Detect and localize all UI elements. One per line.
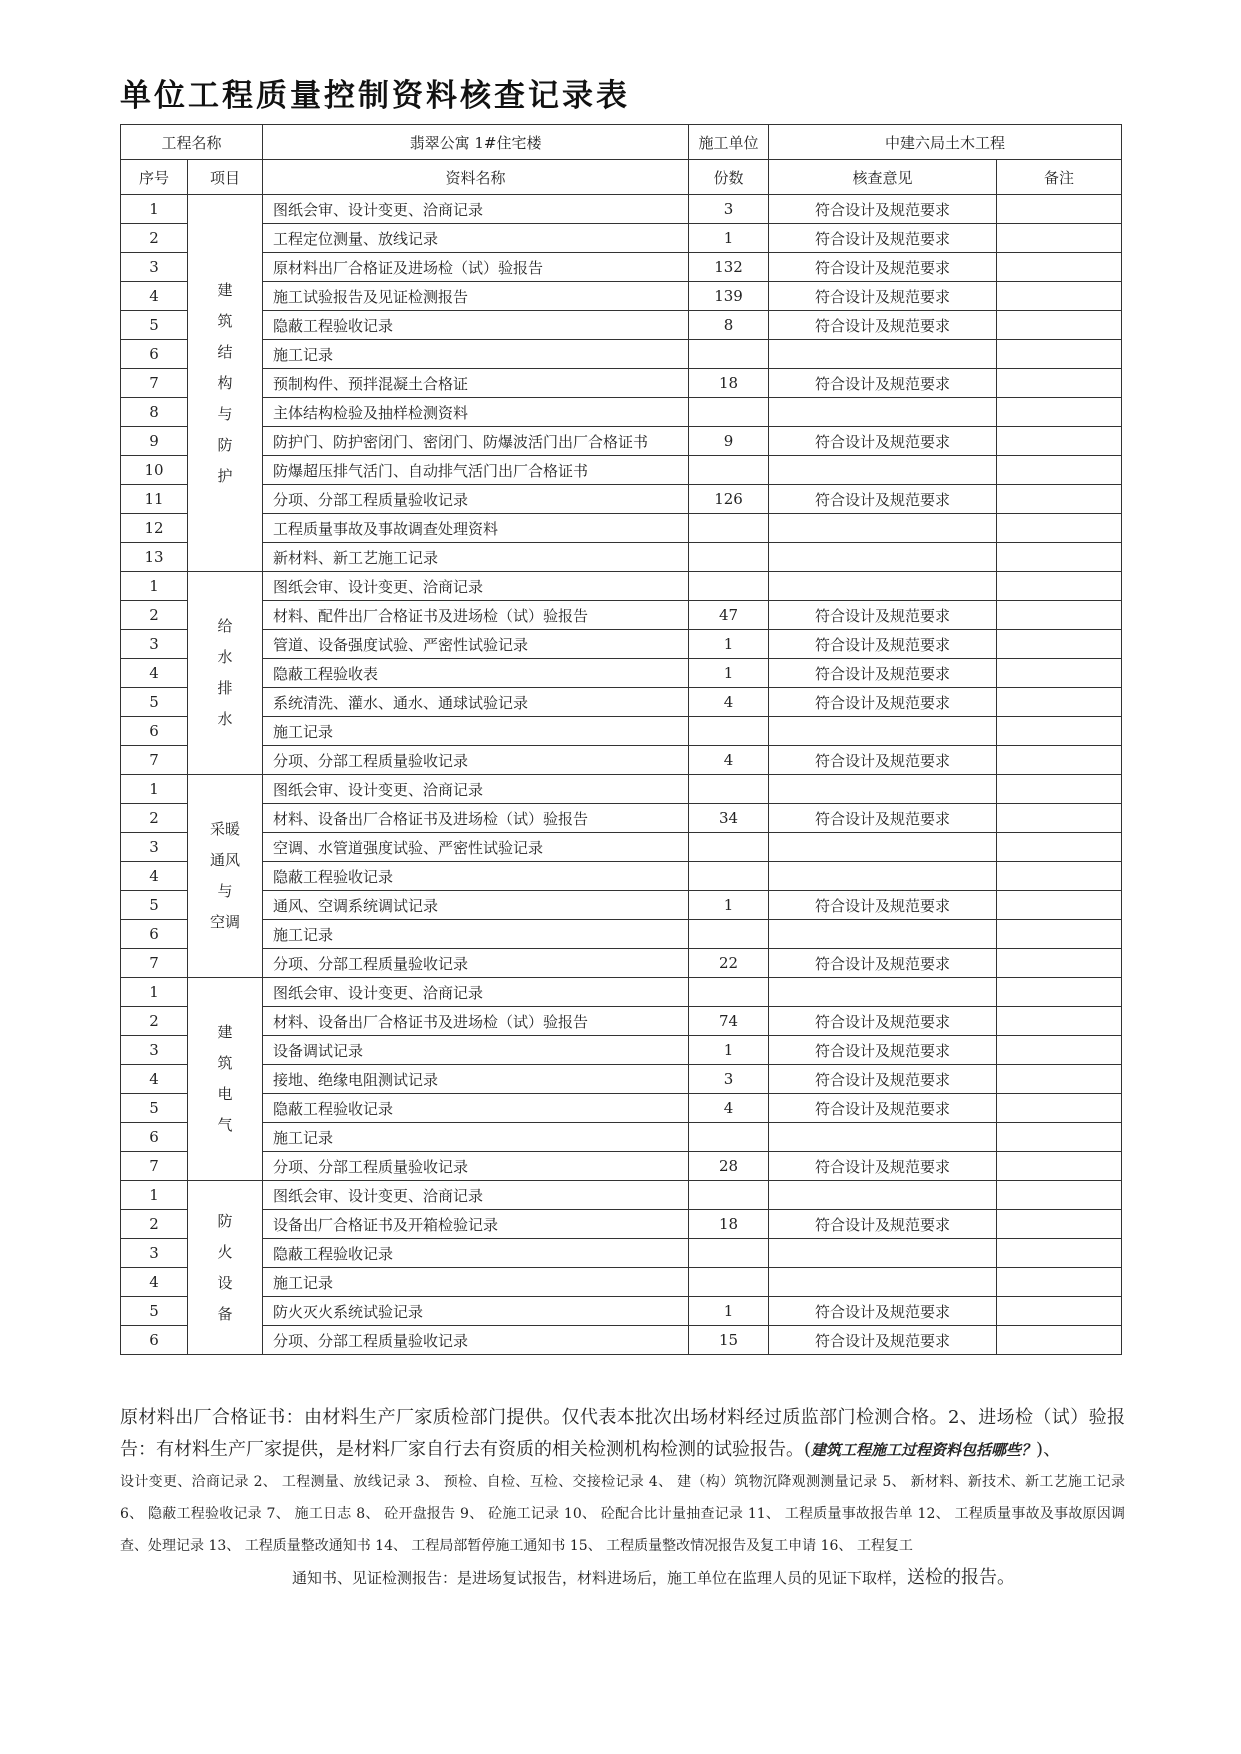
- row-number: 3: [121, 1036, 188, 1065]
- check-opinion: [769, 398, 997, 427]
- row-number: 5: [121, 688, 188, 717]
- document-name: 分项、分部工程质量验收记录: [263, 746, 689, 775]
- row-number: 4: [121, 659, 188, 688]
- check-opinion: [769, 833, 997, 862]
- remark: [997, 1123, 1122, 1152]
- remark: [997, 1297, 1122, 1326]
- table-row: [121, 1297, 1122, 1326]
- note-line-1-tail: )、: [1036, 1439, 1062, 1460]
- document-name: 图纸会审、设计变更、洽商记录: [263, 1181, 689, 1210]
- check-opinion: 符合设计及规范要求: [769, 1152, 997, 1181]
- table-row: [121, 1152, 1122, 1181]
- document-count: 4: [689, 746, 769, 775]
- row-number: 6: [121, 340, 188, 369]
- category-label: 结: [217, 342, 233, 361]
- check-opinion: [769, 1123, 997, 1152]
- document-count: 1: [689, 891, 769, 920]
- remark: [997, 1268, 1122, 1297]
- document-name: 分项、分部工程质量验收记录: [263, 1326, 689, 1355]
- remark: [997, 514, 1122, 543]
- remark: [997, 340, 1122, 369]
- category-label: 建: [217, 280, 233, 299]
- category-label: 通风: [210, 851, 241, 869]
- contractor-label: 施工单位: [689, 125, 769, 160]
- category-label: 水: [217, 710, 233, 728]
- table-row: [121, 195, 1122, 224]
- document-count: 3: [689, 195, 769, 224]
- table-row: [121, 398, 1122, 427]
- check-opinion: [769, 1181, 997, 1210]
- row-number: 3: [121, 253, 188, 282]
- row-number: 4: [121, 1268, 188, 1297]
- row-number: 7: [121, 746, 188, 775]
- row-number: 13: [121, 543, 188, 572]
- category-label: 水: [217, 648, 233, 666]
- category-label: 建: [217, 1023, 233, 1041]
- document-name: 图纸会审、设计变更、洽商记录: [263, 775, 689, 804]
- table-row: [121, 862, 1122, 891]
- remark: [997, 775, 1122, 804]
- table-row: [121, 920, 1122, 949]
- table-row: [121, 978, 1122, 1007]
- document-name: 隐蔽工程验收表: [263, 659, 689, 688]
- document-count: 1: [689, 1036, 769, 1065]
- remark: [997, 1036, 1122, 1065]
- document-name: 工程定位测量、放线记录: [263, 224, 689, 253]
- check-opinion: [769, 456, 997, 485]
- remark: [997, 659, 1122, 688]
- document-count: 1: [689, 659, 769, 688]
- table-row: [121, 224, 1122, 253]
- note-line-3-main: 通知书、见证检测报告：是进场复试报告，材料进场后，施工单位在监理人员的见证下取样，: [291, 1569, 907, 1587]
- remark: [997, 543, 1122, 572]
- table-row: [121, 514, 1122, 543]
- table-row: [121, 1239, 1122, 1268]
- check-opinion: 符合设计及规范要求: [769, 1036, 997, 1065]
- document-name: 空调、水管道强度试验、严密性试验记录: [263, 833, 689, 862]
- table-row: [121, 427, 1122, 456]
- table-row: [121, 456, 1122, 485]
- check-opinion: 符合设计及规范要求: [769, 311, 997, 340]
- category-label: 火: [217, 1242, 233, 1261]
- document-count: [689, 456, 769, 485]
- col-remark-header: 备注: [997, 160, 1122, 195]
- remark: [997, 1065, 1122, 1094]
- row-number: 2: [121, 1007, 188, 1036]
- col-no-header: 序号: [121, 160, 188, 195]
- document-name: 设备出厂合格证书及开箱检验记录: [263, 1210, 689, 1239]
- table-row: [121, 253, 1122, 282]
- document-name: 施工试验报告及见证检测报告: [263, 282, 689, 311]
- table-row: [121, 949, 1122, 978]
- remark: [997, 630, 1122, 659]
- document-count: [689, 717, 769, 746]
- category-label: 排: [217, 679, 233, 697]
- document-count: 74: [689, 1007, 769, 1036]
- row-number: 3: [121, 833, 188, 862]
- document-count: 28: [689, 1152, 769, 1181]
- table-row: [121, 543, 1122, 572]
- remark: [997, 978, 1122, 1007]
- table-row: [121, 1268, 1122, 1297]
- project-value: 翡翠公寓 1#住宅楼: [263, 125, 689, 160]
- note-line-3-end: 送检的报告。: [907, 1567, 1015, 1588]
- check-opinion: 符合设计及规范要求: [769, 1007, 997, 1036]
- document-name: 原材料出厂合格证及进场检（试）验报告: [263, 253, 689, 282]
- check-opinion: 符合设计及规范要求: [769, 224, 997, 253]
- table-row: [121, 1007, 1122, 1036]
- check-opinion: 符合设计及规范要求: [769, 659, 997, 688]
- remark: [997, 1152, 1122, 1181]
- row-number: 3: [121, 1239, 188, 1268]
- document-name: 施工记录: [263, 1268, 689, 1297]
- row-number: 6: [121, 717, 188, 746]
- document-name: 分项、分部工程质量验收记录: [263, 1152, 689, 1181]
- document-count: 4: [689, 688, 769, 717]
- col-item-header: 项目: [188, 160, 263, 195]
- document-count: 18: [689, 369, 769, 398]
- document-name: 防火灭火系统试验记录: [263, 1297, 689, 1326]
- check-opinion: 符合设计及规范要求: [769, 253, 997, 282]
- category-label: 给: [217, 617, 233, 635]
- row-number: 6: [121, 1123, 188, 1152]
- remark: [997, 1210, 1122, 1239]
- col-opinion-header: 核查意见: [769, 160, 997, 195]
- check-opinion: 符合设计及规范要求: [769, 1210, 997, 1239]
- row-number: 2: [121, 804, 188, 833]
- document-name: 施工记录: [263, 340, 689, 369]
- document-name: 设备调试记录: [263, 1036, 689, 1065]
- remark: [997, 311, 1122, 340]
- document-count: 34: [689, 804, 769, 833]
- category-label: 与: [217, 404, 233, 423]
- document-count: 132: [689, 253, 769, 282]
- remark: [997, 920, 1122, 949]
- remark: [997, 949, 1122, 978]
- document-name: 材料、设备出厂合格证书及进场检（试）验报告: [263, 1007, 689, 1036]
- document-count: 1: [689, 630, 769, 659]
- check-opinion: 符合设计及规范要求: [769, 630, 997, 659]
- table-row: [121, 1181, 1122, 1210]
- check-opinion: [769, 862, 997, 891]
- remark: [997, 224, 1122, 253]
- document-count: 1: [689, 1297, 769, 1326]
- row-number: 5: [121, 1094, 188, 1123]
- row-number: 5: [121, 311, 188, 340]
- table-row: [121, 1036, 1122, 1065]
- document-count: 22: [689, 949, 769, 978]
- document-count: [689, 1268, 769, 1297]
- row-number: 1: [121, 978, 188, 1007]
- note-line-2: 设计变更、洽商记录 2、 工程测量、放线记录 3、 预检、自检、互检、交接检记录 4、 建（构）筑物沉降观测测量记录 5、 新材料、新技术、新工艺施工记录 6、 隐蔽工程验收记录 7、 施工日志 8、 砼开盘报告 9、 砼施工记录 10、 砼配合比计量抽查记录 11、 工程质量事故报告单 12、 工程质量事故及事故原因调查、处理记录 13、 工程质量整改通知书 14、 工程局部暂停施工通知书 15、 工程质量整改情况报告及复工申请 16、 工程复工: [120, 1474, 1125, 1554]
- check-opinion: 符合设计及规范要求: [769, 804, 997, 833]
- row-number: 1: [121, 195, 188, 224]
- check-opinion: [769, 978, 997, 1007]
- remark: [997, 601, 1122, 630]
- note-line-1: [120, 1402, 1125, 1466]
- row-number: 10: [121, 456, 188, 485]
- table-row: [121, 572, 1122, 601]
- row-number: 11: [121, 485, 188, 514]
- document-name: 施工记录: [263, 1123, 689, 1152]
- document-count: 9: [689, 427, 769, 456]
- remark: [997, 253, 1122, 282]
- check-opinion: [769, 572, 997, 601]
- remark: [997, 1094, 1122, 1123]
- table-row: [121, 833, 1122, 862]
- document-count: [689, 1239, 769, 1268]
- category-label: 防: [217, 435, 233, 454]
- category-label: 防: [217, 1211, 233, 1230]
- contractor-value: 中建六局土木工程: [769, 125, 1122, 160]
- document-name: 主体结构检验及抽样检测资料: [263, 398, 689, 427]
- table-row: [121, 804, 1122, 833]
- notes: [120, 1402, 1125, 1594]
- category-label: 筑: [217, 1054, 233, 1072]
- document-name: 材料、设备出厂合格证书及进场检（试）验报告: [263, 804, 689, 833]
- document-name: 隐蔽工程验收记录: [263, 1239, 689, 1268]
- check-opinion: 符合设计及规范要求: [769, 746, 997, 775]
- document-count: 8: [689, 311, 769, 340]
- document-name: 隐蔽工程验收记录: [263, 311, 689, 340]
- remark: [997, 195, 1122, 224]
- document-count: [689, 340, 769, 369]
- document-count: 15: [689, 1326, 769, 1355]
- row-number: 8: [121, 398, 188, 427]
- remark: [997, 891, 1122, 920]
- remark: [997, 804, 1122, 833]
- check-opinion: [769, 717, 997, 746]
- check-opinion: 符合设计及规范要求: [769, 427, 997, 456]
- document-count: 18: [689, 1210, 769, 1239]
- table-row: [121, 1065, 1122, 1094]
- remark: [997, 688, 1122, 717]
- row-number: 1: [121, 572, 188, 601]
- check-opinion: 符合设计及规范要求: [769, 282, 997, 311]
- document-name: 施工记录: [263, 920, 689, 949]
- document-name: 系统清洗、灌水、通水、通球试验记录: [263, 688, 689, 717]
- table-row: [121, 1123, 1122, 1152]
- document-count: 1: [689, 224, 769, 253]
- table-row: [121, 601, 1122, 630]
- check-opinion: 符合设计及规范要求: [769, 1326, 997, 1355]
- inspection-table: [120, 124, 1122, 1355]
- document-count: [689, 572, 769, 601]
- document-count: [689, 543, 769, 572]
- category-cell: [188, 775, 263, 978]
- remark: [997, 717, 1122, 746]
- check-opinion: [769, 920, 997, 949]
- document-name: 工程质量事故及事故调查处理资料: [263, 514, 689, 543]
- check-opinion: 符合设计及规范要求: [769, 195, 997, 224]
- document-name: 施工记录: [263, 717, 689, 746]
- category-cell: [188, 1181, 263, 1355]
- document-name: 防爆超压排气活门、自动排气活门出厂合格证书: [263, 456, 689, 485]
- remark: [997, 746, 1122, 775]
- page-title: 单位工程质量控制资料核查记录表: [120, 78, 630, 114]
- note-line-1-link: 建筑工程施工过程资料包括哪些？: [811, 1441, 1037, 1459]
- row-number: 5: [121, 1297, 188, 1326]
- table-row: [121, 1210, 1122, 1239]
- document-count: [689, 833, 769, 862]
- row-number: 2: [121, 1210, 188, 1239]
- table-row: [121, 1094, 1122, 1123]
- row-number: 5: [121, 891, 188, 920]
- table-row: [121, 717, 1122, 746]
- remark: [997, 398, 1122, 427]
- check-opinion: 符合设计及规范要求: [769, 949, 997, 978]
- document-count: [689, 978, 769, 1007]
- table-row: [121, 282, 1122, 311]
- category-label: 采暖: [210, 820, 241, 838]
- table-row: [121, 311, 1122, 340]
- category-cell: [188, 978, 263, 1181]
- check-opinion: 符合设计及规范要求: [769, 1297, 997, 1326]
- remark: [997, 485, 1122, 514]
- row-number: 3: [121, 630, 188, 659]
- remark: [997, 1239, 1122, 1268]
- category-label: 电: [217, 1085, 233, 1103]
- category-label: 护: [217, 466, 233, 485]
- remark: [997, 369, 1122, 398]
- document-count: [689, 775, 769, 804]
- document-name: 材料、配件出厂合格证书及进场检（试）验报告: [263, 601, 689, 630]
- document-count: [689, 920, 769, 949]
- category-label: 设: [217, 1273, 233, 1292]
- project-label: 工程名称: [121, 125, 263, 160]
- check-opinion: 符合设计及规范要求: [769, 1065, 997, 1094]
- table-row: [121, 340, 1122, 369]
- document-count: 47: [689, 601, 769, 630]
- document-name: 新材料、新工艺施工记录: [263, 543, 689, 572]
- document-count: [689, 862, 769, 891]
- table-row: [121, 891, 1122, 920]
- table-row: [121, 688, 1122, 717]
- row-number: 4: [121, 862, 188, 891]
- table-row: [121, 746, 1122, 775]
- check-opinion: [769, 1268, 997, 1297]
- remark: [997, 456, 1122, 485]
- document-count: 4: [689, 1094, 769, 1123]
- row-number: 1: [121, 775, 188, 804]
- col-count-header: 份数: [689, 160, 769, 195]
- table-row: [121, 659, 1122, 688]
- note-line-1-main: 原材料出厂合格证书：由材料生产厂家质检部门提供。仅代表本批次出场材料经过质监部门检测合格。2、进场检（试）验报告：有材料生产厂家提供，是材料厂家自行去有资质的相关检测机构检测的试验报告。(: [120, 1407, 1125, 1460]
- remark: [997, 427, 1122, 456]
- check-opinion: [769, 340, 997, 369]
- row-number: 6: [121, 920, 188, 949]
- note-line-3: [120, 1562, 1125, 1594]
- document-count: [689, 398, 769, 427]
- row-number: 2: [121, 224, 188, 253]
- document-name: 隐蔽工程验收记录: [263, 1094, 689, 1123]
- table-row: [121, 775, 1122, 804]
- row-number: 7: [121, 369, 188, 398]
- check-opinion: 符合设计及规范要求: [769, 1094, 997, 1123]
- category-label: 构: [217, 373, 233, 392]
- table-row: [121, 485, 1122, 514]
- document-count: [689, 514, 769, 543]
- category-label: 空调: [210, 913, 241, 931]
- category-label: 筑: [217, 311, 233, 330]
- project-row: [121, 125, 1122, 160]
- table-row: [121, 1326, 1122, 1355]
- category-label: 气: [217, 1116, 233, 1134]
- row-number: 7: [121, 949, 188, 978]
- check-opinion: [769, 543, 997, 572]
- document-name: 通风、空调系统调试记录: [263, 891, 689, 920]
- table-row: [121, 630, 1122, 659]
- check-opinion: 符合设计及规范要求: [769, 601, 997, 630]
- document-name: 图纸会审、设计变更、洽商记录: [263, 572, 689, 601]
- remark: [997, 862, 1122, 891]
- document-name: 分项、分部工程质量验收记录: [263, 485, 689, 514]
- row-number: 9: [121, 427, 188, 456]
- check-opinion: 符合设计及规范要求: [769, 485, 997, 514]
- remark: [997, 1181, 1122, 1210]
- category-cell: [188, 572, 263, 775]
- document-count: [689, 1181, 769, 1210]
- document-name: 图纸会审、设计变更、洽商记录: [263, 195, 689, 224]
- document-count: 3: [689, 1065, 769, 1094]
- remark: [997, 1326, 1122, 1355]
- category-cell: [188, 195, 263, 572]
- row-number: 12: [121, 514, 188, 543]
- check-opinion: 符合设计及规范要求: [769, 369, 997, 398]
- category-label: 与: [217, 882, 233, 900]
- table-row: [121, 369, 1122, 398]
- remark: [997, 1007, 1122, 1036]
- check-opinion: [769, 775, 997, 804]
- document-name: 管道、设备强度试验、严密性试验记录: [263, 630, 689, 659]
- document-name: 预制构件、预拌混凝土合格证: [263, 369, 689, 398]
- row-number: 4: [121, 1065, 188, 1094]
- check-opinion: [769, 514, 997, 543]
- row-number: 6: [121, 1326, 188, 1355]
- document-name: 隐蔽工程验收记录: [263, 862, 689, 891]
- check-opinion: [769, 1239, 997, 1268]
- col-name-header: 资料名称: [263, 160, 689, 195]
- row-number: 7: [121, 1152, 188, 1181]
- check-opinion: 符合设计及规范要求: [769, 688, 997, 717]
- document-count: 139: [689, 282, 769, 311]
- remark: [997, 282, 1122, 311]
- document-count: [689, 1123, 769, 1152]
- category-label: 备: [217, 1304, 233, 1323]
- document-name: 分项、分部工程质量验收记录: [263, 949, 689, 978]
- document-name: 防护门、防护密闭门、密闭门、防爆波活门出厂合格证书: [263, 427, 689, 456]
- row-number: 1: [121, 1181, 188, 1210]
- remark: [997, 572, 1122, 601]
- document-name: 图纸会审、设计变更、洽商记录: [263, 978, 689, 1007]
- row-number: 2: [121, 601, 188, 630]
- remark: [997, 833, 1122, 862]
- row-number: 4: [121, 282, 188, 311]
- document-name: 接地、绝缘电阻测试记录: [263, 1065, 689, 1094]
- column-header-row: [121, 160, 1122, 195]
- document-count: 126: [689, 485, 769, 514]
- check-opinion: 符合设计及规范要求: [769, 891, 997, 920]
